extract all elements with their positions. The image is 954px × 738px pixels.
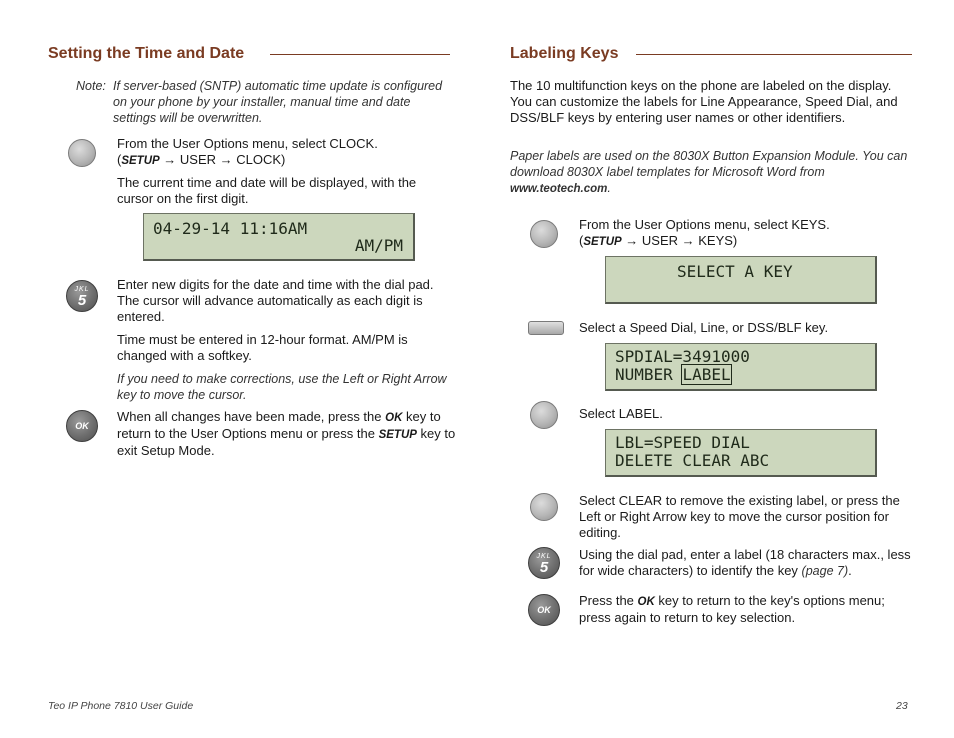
- text: key to exit Setup Mode.: [117, 426, 456, 458]
- softkey-button: [68, 139, 96, 167]
- heading-rule: [636, 54, 912, 55]
- intro-paragraph: The 10 multifunction keys on the phone are labeled on the display. You can customize the labels for Line Appearance, Speed Dial, and DSS/BLF keys by entering user names or other identifiers.: [510, 78, 898, 125]
- section-heading-time-date: Setting the Time and Date: [48, 45, 245, 62]
- step-clock-select: [117, 136, 452, 169]
- step-enter-label: [579, 547, 914, 579]
- key-letters: JKL: [74, 286, 90, 293]
- lcd-line-2: AM/PM: [354, 236, 403, 255]
- footer-page-number: 23: [896, 700, 908, 712]
- step-select-key: Select a Speed Dial, Line, or DSS/BLF key.: [579, 320, 829, 335]
- setup-key-label: SETUP: [378, 429, 417, 441]
- key-letters: JKL: [536, 553, 552, 560]
- text: Press the: [579, 593, 638, 608]
- text: key to return to the key's options menu; press again to return to key selection.: [579, 593, 885, 625]
- setup-key-label: SETUP: [121, 155, 160, 167]
- text: .: [848, 563, 852, 578]
- text: key to return to the User Options menu or press the: [117, 409, 441, 441]
- step-12-hour-note: Time must be entered in 12-hour format. AM/PM is changed with a softkey.: [117, 332, 408, 363]
- lcd-line-1: LBL=SPEED DIAL: [615, 433, 750, 452]
- line-key-icon: [528, 321, 564, 335]
- note-text: If server-based (SNTP) automatic time update is configured on your phone by your installer, manual time and date settings will be overwritten.: [113, 79, 443, 125]
- text: Paper labels are used on the 8030X Button Expansion Module. You can download 8030X label templates for Microsoft Word from: [510, 149, 908, 179]
- step-corrections-note: If you need to make corrections, use the Left or Right Arrow key to move the cursor.: [117, 372, 447, 402]
- text: When all changes have been made, press the: [117, 409, 386, 424]
- step-text: From the User Options menu, select CLOCK.: [117, 136, 378, 151]
- key-digit: 5: [77, 292, 87, 309]
- softkey-button: [530, 493, 558, 521]
- dialpad-5-key-icon: [66, 280, 98, 312]
- setup-key-label: SETUP: [583, 236, 622, 248]
- lcd-display-select-key: [605, 256, 877, 304]
- step-clear-label: Select CLEAR to remove the existing label, or press the Left or Right Arrow key to move the cursor position for editing.: [579, 493, 900, 540]
- note-label: Note:: [76, 79, 106, 93]
- menu-path: → USER → CLOCK): [159, 152, 286, 167]
- text: .: [607, 181, 611, 195]
- step-keys-select: [579, 217, 914, 250]
- lcd-line-1: 04-29-14 11:16AM: [153, 219, 308, 238]
- key-digit: 5: [539, 559, 549, 576]
- page-reference[interactable]: (page 7): [801, 564, 849, 578]
- label-softkey: LABEL: [682, 365, 731, 384]
- step-select-label: Select LABEL.: [579, 406, 663, 421]
- step-text: From the User Options menu, select KEYS.: [579, 217, 830, 232]
- ok-key-icon: OK: [66, 410, 98, 442]
- lcd-line-2: [615, 366, 731, 384]
- website-link[interactable]: www.teotech.com: [510, 183, 608, 195]
- step-press-ok-return: [579, 593, 914, 626]
- step-clock-display-info: The current time and date will be displayed, with the cursor on the first digit.: [117, 175, 417, 206]
- softkey-button: [530, 401, 558, 429]
- dialpad-5-key-icon: [528, 547, 560, 579]
- lcd-display-clock: [143, 213, 415, 261]
- step-enter-digits: Enter new digits for the date and time with the dial pad. The cursor will advance automatically as each digit is entered.: [117, 277, 434, 324]
- text: Using the dial pad, enter a label (18 characters max., less for wide characters) to identify the key: [579, 547, 911, 578]
- menu-path: → USER → KEYS): [621, 233, 738, 248]
- lcd-display-spdial: [605, 343, 877, 391]
- section-heading-labeling-keys: Labeling Keys: [510, 45, 619, 62]
- lcd-line-1: SPDIAL=3491000: [615, 347, 750, 366]
- softkey-button: [530, 220, 558, 248]
- heading-rule: [270, 54, 450, 55]
- lcd-display-label: [605, 429, 877, 477]
- lcd-line-1: SELECT A KEY: [677, 262, 793, 281]
- paren: (: [117, 152, 122, 167]
- ok-key-label: OK: [637, 596, 655, 608]
- paper-labels-note: [510, 148, 915, 197]
- lcd-text: NUMBER: [615, 365, 683, 384]
- lcd-line-2: DELETE CLEAR ABC: [615, 451, 770, 470]
- step-press-ok: [117, 409, 457, 459]
- paren: (: [579, 233, 584, 248]
- ok-key-label: OK: [385, 412, 403, 424]
- ok-key-icon: OK: [528, 594, 560, 626]
- footer-guide-title: Teo IP Phone 7810 User Guide: [48, 700, 194, 712]
